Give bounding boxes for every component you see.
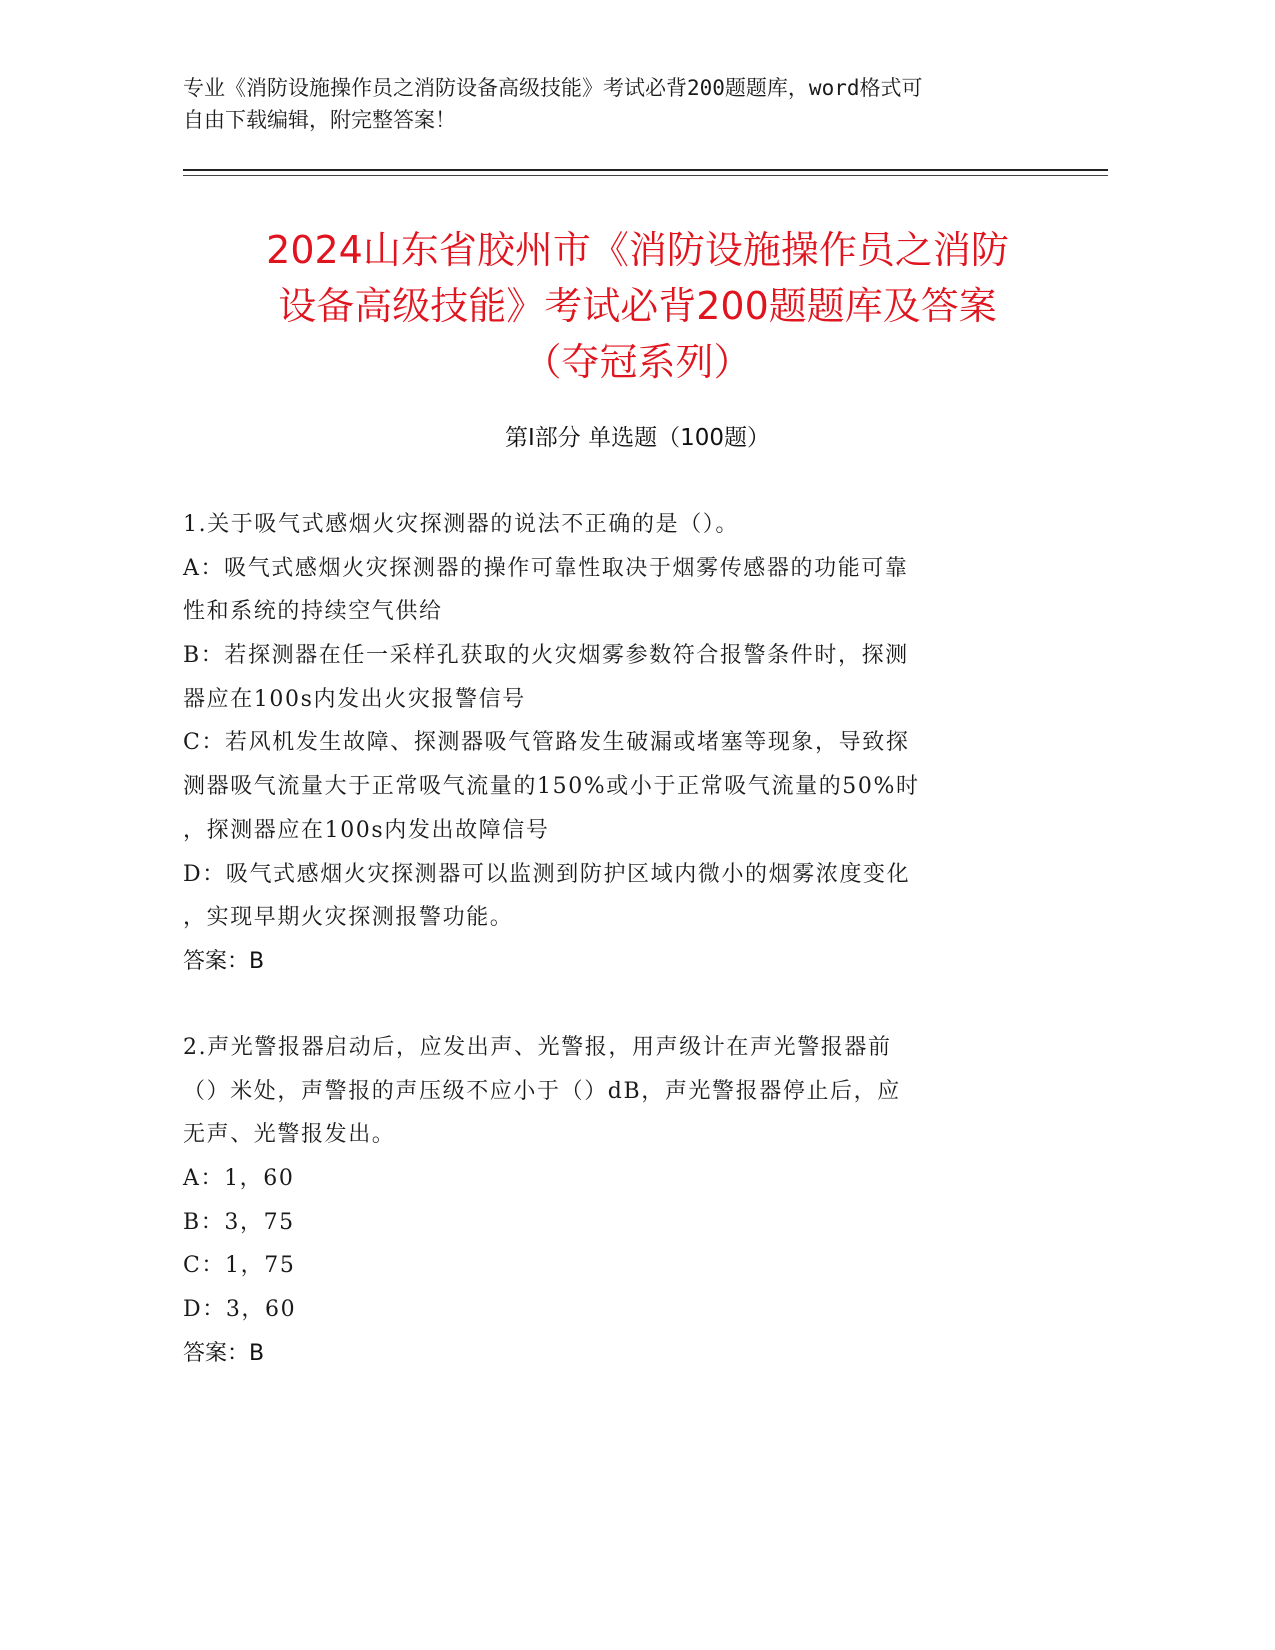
title-line: （夺冠系列）: [523, 340, 752, 384]
option-d: D：吸气式感烟火灾探测器可以监测到防护区域内微小的烟雾浓度变化: [183, 861, 911, 887]
header-note-line: 自由下载编辑，附完整答案！: [183, 108, 456, 132]
option-c: C：1，75: [183, 1253, 296, 1279]
header-note-line: 专业《消防设施操作员之消防设备高级技能》考试必背200题题库，word格式可: [183, 76, 923, 100]
question-1: [183, 503, 1043, 984]
option-a: A：吸气式感烟火灾探测器的操作可靠性取决于烟雾传感器的功能可靠: [183, 555, 909, 581]
answer: 答案：B: [183, 948, 265, 974]
header-divider-thin: [183, 175, 1108, 176]
header-divider: [183, 169, 1108, 171]
option-c-continued: 测器吸气流量大于正常吸气流量的150%或小于正常吸气流量的50%时: [183, 774, 920, 800]
question-stem-continued: （）米处，声警报的声压级不应小于（）dB，声光警报器停止后，应: [183, 1078, 901, 1104]
question-2: [183, 1026, 1043, 1376]
section-heading: 第I部分 单选题（100题）: [505, 425, 770, 451]
answer: 答案：B: [183, 1340, 265, 1366]
option-d-continued: ，实现早期火灾探测报警功能。: [183, 905, 514, 931]
question-stem-continued: 无声、光警报发出。: [183, 1122, 396, 1148]
option-c: C：若风机发生故障、探测器吸气管路发生破漏或堵塞等现象，导致探: [183, 730, 910, 756]
option-b-continued: 器应在100s内发出火灾报警信号: [183, 686, 526, 712]
title-line: 2024山东省胶州市《消防设施操作员之消防: [266, 228, 1009, 272]
option-d: D：3，60: [183, 1297, 297, 1323]
header-note: [183, 72, 1043, 136]
question-stem: 2.声光警报器启动后，应发出声、光警报，用声级计在声光警报器前: [183, 1035, 892, 1060]
title-line: 设备高级技能》考试必背200题题库及答案: [278, 284, 997, 328]
option-b: B：若探测器在任一采样孔获取的火灾烟雾参数符合报警条件时，探测: [183, 643, 909, 669]
question-stem: 1.关于吸气式感烟火灾探测器的说法不正确的是（）。: [183, 512, 739, 537]
option-b: B：3，75: [183, 1209, 295, 1235]
option-a: A：1，60: [183, 1166, 295, 1192]
option-a-continued: 性和系统的持续空气供给: [183, 599, 443, 625]
option-c-continued: ，探测器应在100s内发出故障信号: [183, 817, 550, 843]
document-title: [130, 222, 1145, 390]
